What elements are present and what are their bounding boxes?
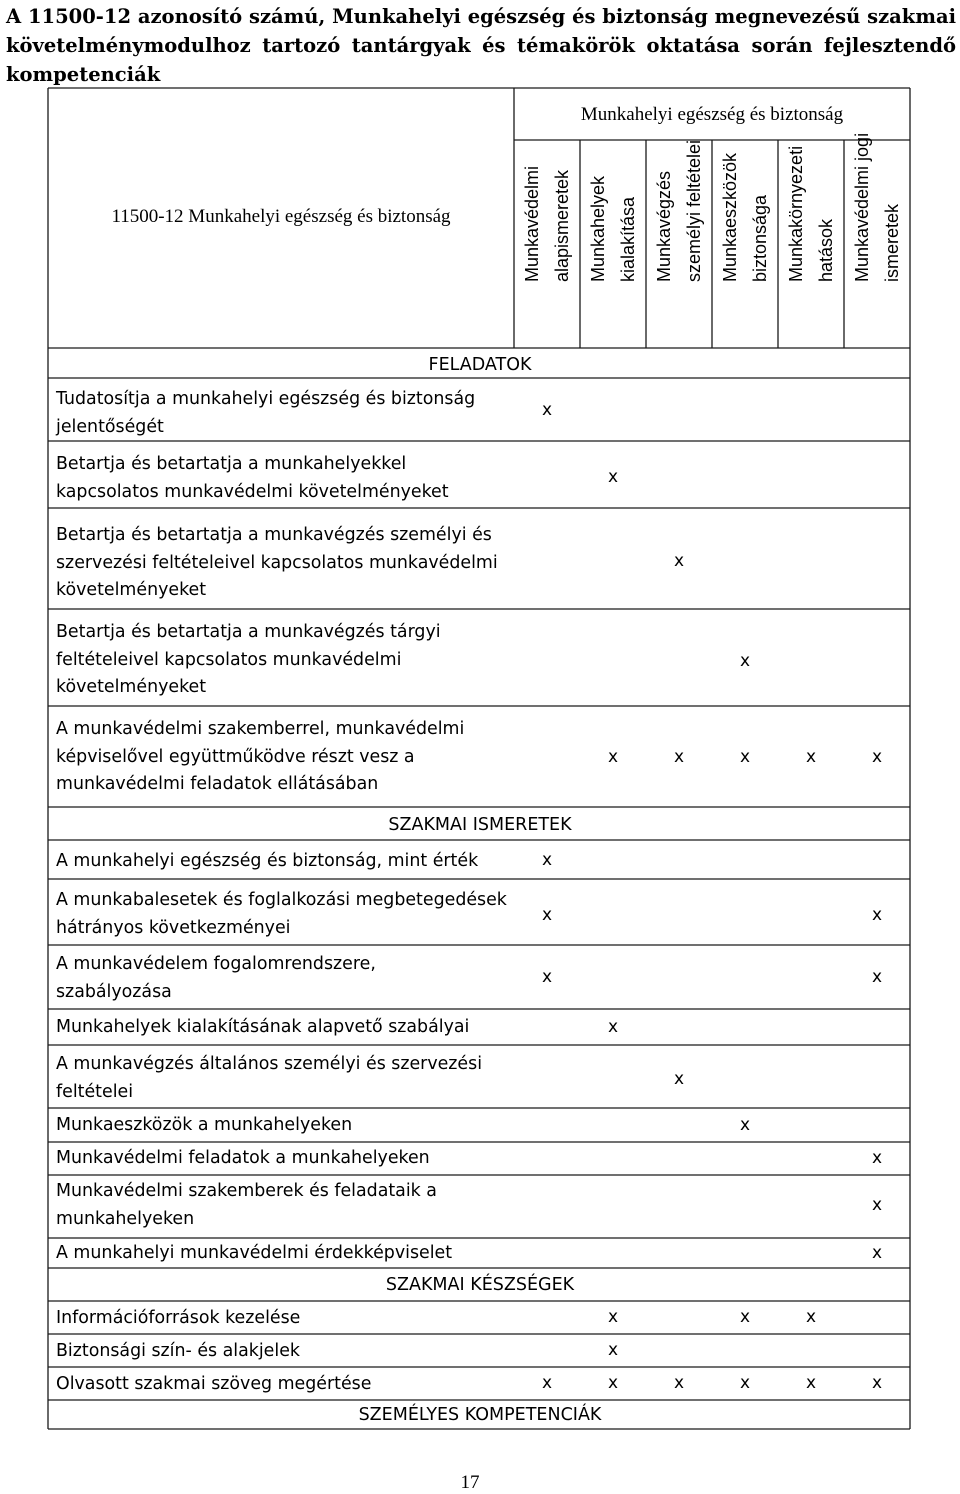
row-label: A munkahelyi egészség és biztonság, mint érték [56, 851, 479, 871]
row-label: Betartja és betartatja a munkahelyekkel kapcsolatos munkavédelmi követelményeket [56, 454, 449, 502]
cell-mark: x [541, 850, 553, 870]
cell-mark: x [739, 1307, 751, 1327]
cell-mark: x [805, 1373, 817, 1393]
row-label: A munkavégzés általános személyi és szervezési feltételei [56, 1054, 483, 1102]
row-label: Munkavédelmi feladatok a munkahelyeken [56, 1148, 430, 1168]
row-label: Biztonsági szín- és alakjelek [56, 1341, 300, 1361]
row-label: A munkavédelem fogalomrendszere, szabályozása [56, 954, 376, 1002]
cell-mark: x [871, 1148, 883, 1168]
cell-mark: x [541, 905, 553, 925]
cell-mark: x [607, 467, 619, 487]
cell-mark: x [805, 1307, 817, 1327]
column-header-munkavegzes-szemelyi-feltetelei: Munkavégzés személyi feltételei [654, 139, 704, 282]
page-number: 17 [460, 1472, 480, 1493]
cell-mark: x [607, 1307, 619, 1327]
cell-mark: x [739, 651, 751, 671]
cell-mark: x [739, 747, 751, 767]
cell-mark: x [805, 747, 817, 767]
cell-mark: x [739, 1373, 751, 1393]
section-title-szemelyes-kompetenciak: SZEMÉLYES KOMPETENCIÁK [358, 1405, 602, 1425]
cell-mark: x [871, 1195, 883, 1215]
row-label: Tudatosítja a munkahelyi egészség és biztonság jelentőségét [56, 389, 476, 437]
column-header-munkaeszkozok-biztonsaga: Munkaeszközök biztonsága [720, 152, 770, 282]
cell-mark: x [673, 1069, 685, 1089]
document-heading: A 11500-12 azonosító számú, Munkahelyi egészség és biztonság megnevezésű szakmai követelménymodulhoz tartozó tantárgyak és témakörök oktatása során fejlesztendő kompetenciák [6, 5, 956, 86]
row-label: Munkaeszközök a munkahelyeken [56, 1115, 353, 1135]
row-label: A munkabalesetek és foglalkozási megbetegedések hátrányos következményei [56, 890, 507, 938]
cell-mark: x [871, 747, 883, 767]
cell-mark: x [673, 551, 685, 571]
cell-mark: x [607, 747, 619, 767]
cell-mark: x [541, 1373, 553, 1393]
column-header-munkavedelmi-alapismeretek: Munkavédelmi alapismeretek [522, 165, 572, 282]
column-header-munkavedelmi-jogi-ismeretek: Munkavédelmi jogi ismeretek [852, 132, 902, 282]
cell-mark: x [541, 967, 553, 987]
column-header-munkahelyek-kialakitasa: Munkahelyek kialakítása [588, 175, 638, 282]
section-title-szakmai-ismeretek: SZAKMAI ISMERETEK [388, 815, 572, 835]
module-label: 11500-12 Munkahelyi egészség és biztonság [111, 206, 451, 227]
row-label: Olvasott szakmai szöveg megértése [56, 1374, 372, 1394]
cell-mark: x [871, 905, 883, 925]
cell-mark: x [871, 1373, 883, 1393]
row-label: Munkahelyek kialakításának alapvető szabályai [56, 1017, 470, 1037]
cell-mark: x [541, 400, 553, 420]
row-label: Betartja és betartatja a munkavégzés személyi és szervezési feltételeivel kapcsolatos munkavédelmi követelményeket [56, 525, 498, 600]
cell-mark: x [607, 1373, 619, 1393]
row-label: Információforrások kezelése [56, 1308, 301, 1328]
subject-header: Munkahelyi egészség és biztonság [580, 104, 844, 125]
section-title-feladatok: FELADATOK [428, 355, 532, 375]
row-label: Betartja és betartatja a munkavégzés tárgyi feltételeivel kapcsolatos munkavédelmi követelményeket [56, 622, 441, 697]
cell-mark: x [673, 747, 685, 767]
cell-mark: x [871, 1243, 883, 1263]
cell-mark: x [739, 1115, 751, 1135]
row-label: A munkahelyi munkavédelmi érdekképviselet [56, 1243, 453, 1263]
cell-mark: x [607, 1340, 619, 1360]
cell-mark: x [607, 1017, 619, 1037]
section-title-szakmai-keszsegek: SZAKMAI KÉSZSÉGEK [385, 1275, 575, 1295]
row-label: A munkavédelmi szakemberrel, munkavédelmi képviselővel együttműködve részt vesz a munkavédelmi feladatok ellátásában [56, 719, 465, 794]
cell-mark: x [673, 1373, 685, 1393]
cell-mark: x [871, 967, 883, 987]
column-header-munkakornyezeti-hatasok: Munkakörnyezeti hatások [786, 145, 836, 282]
row-label: Munkavédelmi szakemberek és feladataik a munkahelyeken [56, 1181, 437, 1229]
